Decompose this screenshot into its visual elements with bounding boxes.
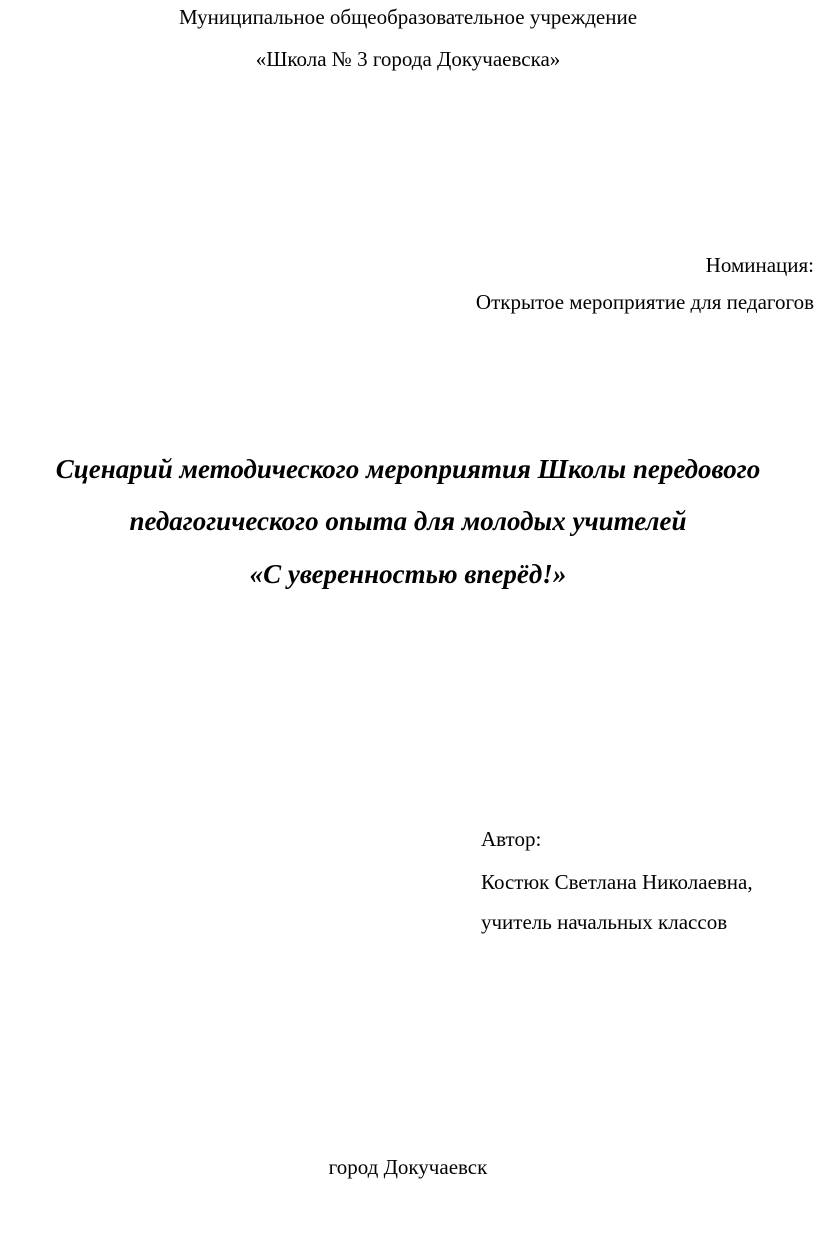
- author-position: учитель начальных классов: [481, 910, 728, 934]
- nomination-value: Открытое мероприятие для педагогов: [475, 290, 814, 314]
- city-name: город Докучаевск: [328, 1155, 488, 1179]
- author-name: Костюк Светлана Николаевна,: [481, 870, 753, 894]
- document-title-line-3: «С уверенностью вперёд!»: [249, 559, 567, 589]
- institution-name: Муниципальное общеобразовательное учреждение: [178, 5, 638, 29]
- nomination-label: Номинация:: [705, 253, 814, 277]
- author-label: Автор:: [481, 827, 542, 851]
- document-title-line-2: педагогического опыта для молодых учителей: [129, 506, 687, 536]
- document-title-line-1: Сценарий методического мероприятия Школы передового: [55, 454, 761, 484]
- school-name: «Школа № 3 города Докучаевска»: [255, 47, 561, 71]
